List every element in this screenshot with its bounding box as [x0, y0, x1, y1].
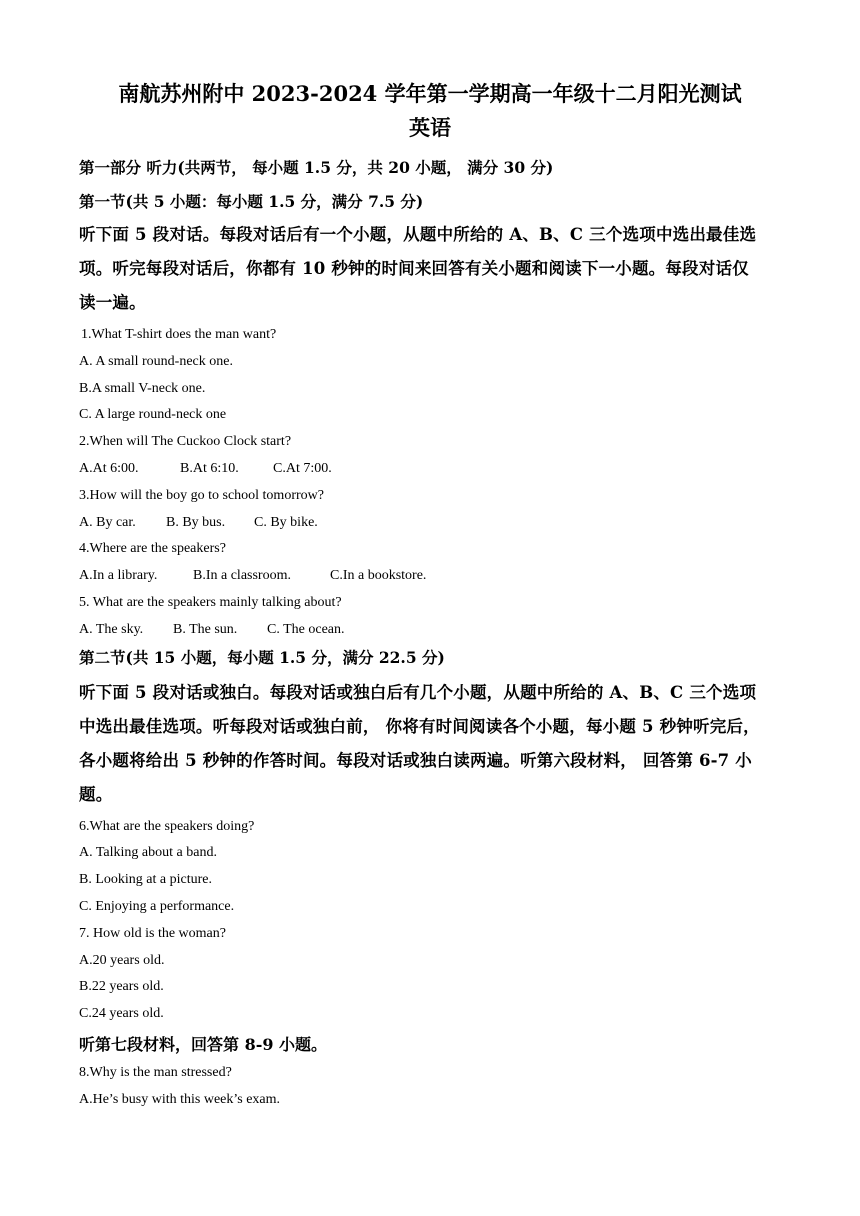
question-option: B. By bus. [166, 514, 226, 530]
question-option: C. A large round-neck one [79, 407, 227, 423]
question-options-row [79, 617, 769, 644]
question-option: C. The ocean. [267, 621, 345, 637]
section2-heading: 第二节(共 15 小题，每小题 1.5 分，满分 22.5 分) [79, 647, 445, 667]
question-option: A. A small round-neck one. [79, 353, 233, 369]
question-stem: 8.Why is the man stressed? [79, 1064, 232, 1080]
question-option: B.A small V-neck one. [79, 380, 206, 396]
instruction-line: 听下面 5 段对话。每段对话后有一个小题，从题中所给的 A、B、C 三个选项中选出最佳选 [79, 225, 757, 244]
question-option: B. Looking at a picture. [79, 872, 212, 888]
instruction-line: 中选出最佳选项。听每段对话或独白前， 你将有时间阅读各个小题，每小题 5 秒钟听完后， [79, 716, 760, 736]
instruction-line: 听下面 5 段对话或独白。每段对话或独白后有几个小题，从题中所给的 A、B、C 三个选项 [79, 682, 757, 702]
question-option: B.22 years old. [79, 979, 164, 995]
question-options-row [79, 510, 769, 537]
question-option: A.20 years old. [79, 952, 165, 968]
question-option: A.He’s busy with this week’s exam. [79, 1091, 281, 1107]
exam-content [79, 158, 769, 1114]
exam-title: 南航苏州附中 2023-2024 学年第一学期高一年级十二月阳光测试 [118, 81, 742, 106]
question-stem: 3.How will the boy go to school tomorrow? [79, 487, 324, 503]
instruction-line: 题。 [79, 784, 113, 804]
instruction-line: 各小题将给出 5 秒钟的作答时间。每段对话或独白读两遍。听第六段材料， 回答第 6-7 小 [79, 750, 753, 770]
question-option: B. The sun. [173, 621, 238, 637]
question-option: A. The sky. [79, 621, 144, 637]
question-options-row [79, 456, 769, 483]
section2-instructions [79, 676, 769, 812]
question-option: A. Talking about a band. [79, 845, 217, 861]
question-option: C. Enjoying a performance. [79, 898, 235, 914]
instruction-line: 项。听完每段对话后，你都有 10 秒钟的时间来回答有关小题和阅读下一小题。每段对话仅 [79, 259, 749, 278]
material-7-heading: 听第七段材料，回答第 8-9 小题。 [79, 1034, 328, 1054]
question-option: C.In a bookstore. [330, 568, 427, 584]
exam-subject: 英语 [409, 115, 451, 140]
section1-heading: 第一节(共 5 小题：每小题 1.5 分，满分 7.5 分) [79, 192, 424, 211]
question-option: C.24 years old. [79, 1006, 164, 1022]
question-option: C. By bike. [254, 514, 318, 530]
question-option: A.In a library. [79, 568, 158, 584]
part1-heading: 第一部分 听力(共两节， 每小题 1.5 分，共 20 小题， 满分 30 分) [79, 158, 554, 177]
section1-instructions [79, 218, 769, 320]
question-stem: 1.What T-shirt does the man want? [81, 327, 277, 342]
question-options-row [79, 563, 769, 590]
instruction-line: 读一遍。 [79, 293, 146, 312]
question-stem: 4.Where are the speakers? [79, 541, 226, 557]
question-stem: 7. How old is the woman? [79, 925, 226, 941]
question-stem: 5. What are the speakers mainly talking about? [79, 594, 342, 610]
question-option: A.At 6:00. [79, 460, 139, 476]
question-option: B.In a classroom. [193, 568, 291, 584]
question-option: C.At 7:00. [273, 460, 332, 476]
question-stem: 2.When will The Cuckoo Clock start? [79, 434, 292, 450]
question-option: A. By car. [79, 514, 136, 530]
question-option: B.At 6:10. [180, 460, 239, 476]
question-stem: 6.What are the speakers doing? [79, 818, 255, 834]
